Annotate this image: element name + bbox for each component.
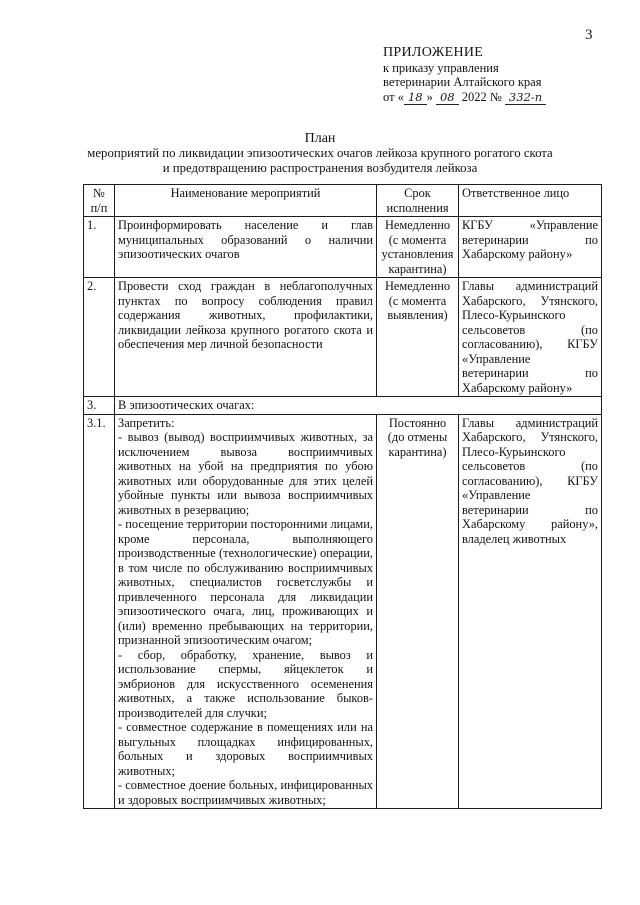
annex-title: ПРИЛОЖЕНИЕ <box>383 45 484 60</box>
plan-subtitle-line-2: и предотвращению распространения возбудителя лейкоза <box>162 161 478 175</box>
header-num: № п/п <box>84 185 115 217</box>
annex-date-line <box>383 90 546 106</box>
row-responsible: Главы администраций Хабарского, Утянского, Плесо-Курьинского сельсоветов (по согласованию), КГБУ «Управление ветеринарии по Хабарскому району» <box>459 278 602 397</box>
header-responsible: Ответственное лицо <box>459 185 602 217</box>
annex-line-1: к приказу управления <box>383 60 499 75</box>
plan-title: План <box>304 131 336 146</box>
prohibit-intro: Запретить: <box>118 415 175 430</box>
page-number: 3 <box>585 27 593 43</box>
prohibit-item: - посещение территории посторонними лицами, кроме персонала, выполняющего производственные (технологические) операции, в том числе по обслуживанию восприимчивых животных, специалистов госветслужбы и привлеченного персонала для ликвидации эпизоотического очага, лиц, проживающих и (или) временно пребывающих на территории, признанной эпизоотическим очагом; <box>118 517 373 647</box>
table-row <box>84 217 602 278</box>
table-row <box>84 397 602 415</box>
date-prefix: от « <box>383 89 404 104</box>
row-term: Постоянно (до отмены карантина) <box>377 414 459 809</box>
row-name: Провести сход граждан в неблагополучных пунктах по вопросу соблюдения правил содержания животных, профилактики, ликвидации лейкоза крупного рогатого скота и обеспечения мер личной безопасности <box>115 278 377 397</box>
row-term: Немедленно (с момента выявления) <box>377 278 459 397</box>
handwritten-day: 18 <box>404 90 427 106</box>
header-name: Наименование мероприятий <box>115 185 377 217</box>
row-term: Немедленно (с момента установления карантина) <box>377 217 459 278</box>
annex-line-2: ветеринарии Алтайского края <box>383 75 542 89</box>
plan-subtitle-line-1: мероприятий по ликвидации эпизоотических очагов лейкоза крупного рогатого скота <box>87 146 553 160</box>
handwritten-month: 08 <box>436 90 459 106</box>
table-header-row <box>84 185 602 217</box>
plan-table <box>83 184 602 809</box>
row-name <box>115 414 377 809</box>
prohibit-item: - вывоз (вывод) восприимчивых животных, за исключением вывоза восприимчивых животных на убой на предприятия по убою животных или оборудованные для этих целей убойные пункты или вывоза восприимчивых животных в резервацию; <box>118 430 373 517</box>
prohibit-item: - сбор, обработку, хранение, вывоз и использование спермы, яйцеклеток и эмбрионов для искусственного осеменения животных, а также использование быков-производителей для случки; <box>118 647 373 720</box>
row-section-title: В эпизоотических очагах: <box>115 397 602 415</box>
table-row <box>84 278 602 397</box>
row-responsible: Главы администраций Хабарского, Утянского, Плесо-Курьинского сельсоветов (по согласованию), КГБУ «Управление ветеринарии по Хабарскому району», владелец животных <box>459 414 602 809</box>
row-num: 3.1. <box>84 414 115 809</box>
row-num: 1. <box>84 217 115 278</box>
handwritten-order-number: 332-п <box>505 90 546 106</box>
plan-heading <box>0 131 640 176</box>
year-and-number-label: 2022 № <box>461 89 502 104</box>
table-row <box>84 414 602 809</box>
prohibit-item: - совместное содержание в помещениях или на выгульных площадках инфицированных, больных и здоровых восприимчивых животных; <box>118 720 373 778</box>
date-mid: » <box>426 89 433 104</box>
header-term: Срок исполнения <box>377 185 459 217</box>
annex-block <box>383 46 546 105</box>
row-name: Проинформировать население и глав муниципальных образований о наличии эпизоотических очагов <box>115 217 377 278</box>
row-num: 3. <box>84 397 115 415</box>
row-num: 2. <box>84 278 115 397</box>
row-responsible: КГБУ «Управление ветеринарии по Хабарскому району» <box>459 217 602 278</box>
prohibit-item: - совместное доение больных, инфицированных и здоровых восприимчивых животных; <box>118 778 373 807</box>
